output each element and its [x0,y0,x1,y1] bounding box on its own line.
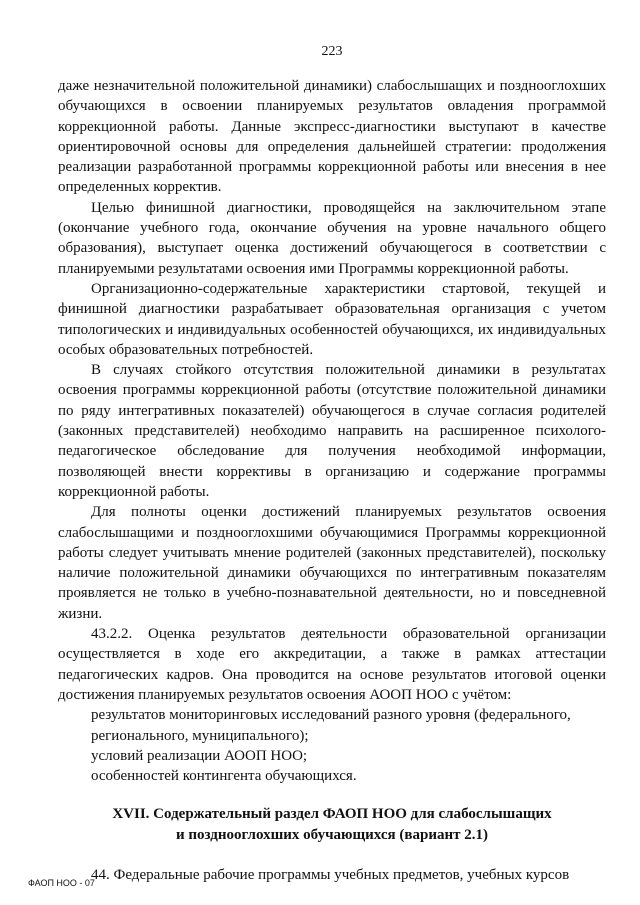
paragraph-continuation: даже незначительной положительной динамики) слабослышащих и позднооглохших обучающихся в освоении планируемых результатов овладения программой коррекционной работы. Данные экспресс-диагностики выступают в качестве ориентировочной основы для определения дальнейшей стратегии: продолжения реализации разработанной программы коррекционной работы или внесения в нее определенных корректив. [58,78,606,196]
section-heading-line-2: и позднооглохших обучающихся (вариант 2.1) [175,826,488,843]
list-item: особенностей контингента обучающихся. [91,768,357,785]
page-number: 223 [321,44,343,59]
page-footer: ФАОП НОО - 07 [28,878,95,888]
list-item: условий реализации АООП НОО; [91,747,308,764]
paragraph-organizational-characteristics: Организационно-содержательные характеристики стартовой, текущей и финишной диагностики разрабатывает образовательная организация с учетом типологических и индивидуальных особенностей обучающихся, их индивидуальных особых образовательных потребностей. [58,280,606,358]
paragraph-44: 44. Федеральные рабочие программы учебных предметов, учебных курсов [91,866,570,883]
section-heading [58,804,606,845]
list-item: результатов мониторинговых исследований разного уровня (федерального, регионального, муниципального); [91,707,571,744]
body-text [58,76,606,885]
paragraph-43-2-2: 43.2.2. Оценка результатов деятельности образовательной организации осуществляется в ходе его аккредитации, а также в рамках аттестации педагогических кадров. Она проводится на основе результатов итоговой оценки достижения планируемых результатов освоения АООП НОО с учётом: [58,626,606,703]
paragraph-final-diagnostics: Целью финишной диагностики, проводящейся на заключительном этапе (окончание учебного года, окончание обучения на уровне начального общего образования), выступает оценка достижений обучающегося в соответствии с планируемыми результатами освоения ими Программы коррекционной работы. [58,199,606,277]
paragraph-parents-opinion: Для полноты оценки достижений планируемых результатов освоения слабослышащими и позднооглохшими обучающимися Программы коррекционной работы следует учитывать мнение родителей (законных представителей), поскольку наличие положительной динамики обучающихся по интегративным показателям проявляется не только в учебно-познавательной деятельности, но и повседневной жизни. [58,504,606,622]
section-heading-line-1: XVII. Содержательный раздел ФАОП НОО для слабослышащих [112,806,552,823]
paragraph-no-positive-dynamics: В случаях стойкого отсутствия положительной динамики в результатах освоения программы коррекционной работы (отсутствие положительной динамики по ряду интегративных показателей) обучающегося в случае согласия родителей (законных представителей) необходимо направить на расширенное психолого-педагогическое обследование для получения необходимой информации, позволяющей внести коррективы в организацию и содержание программы коррекционной работы. [58,362,606,500]
